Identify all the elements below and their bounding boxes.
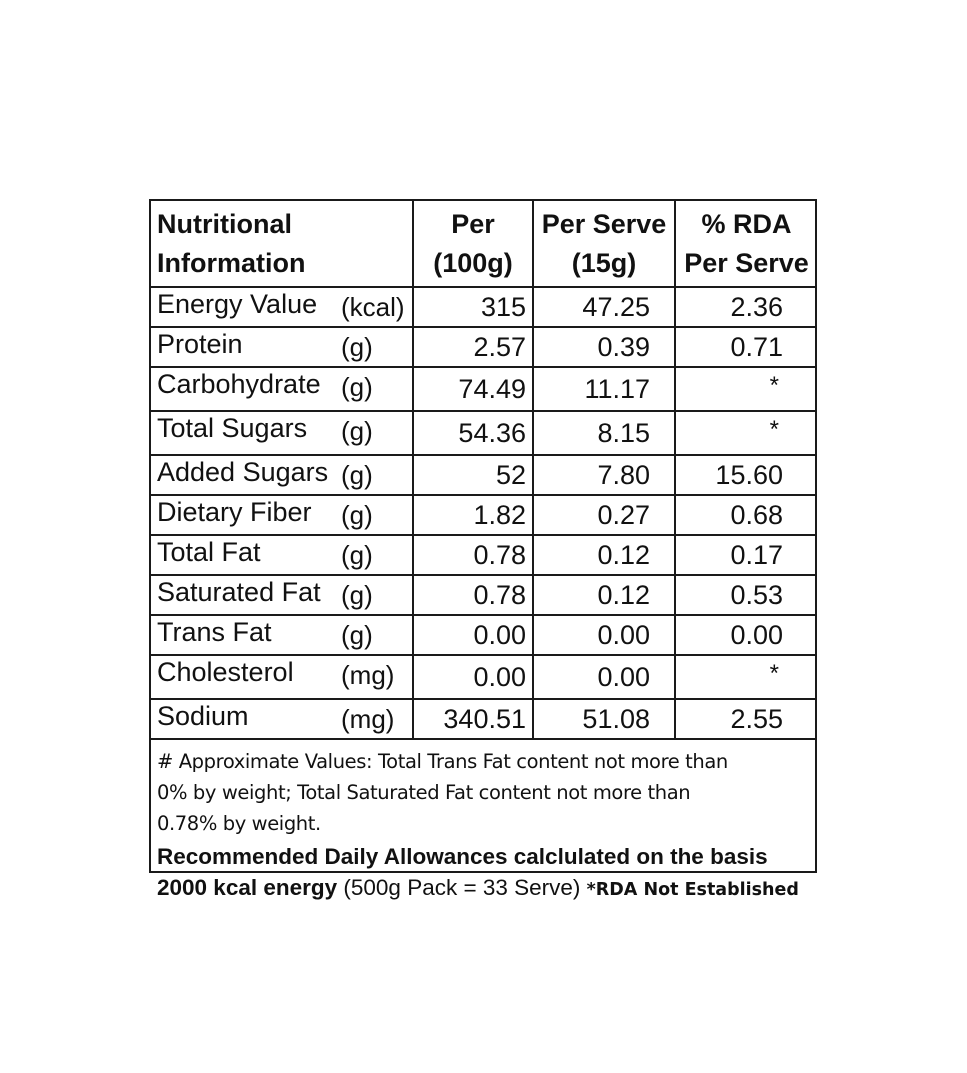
nutrient-unit: (g) xyxy=(341,416,373,446)
table-row xyxy=(151,455,817,495)
approx-note-line3: 0.78% by weight. xyxy=(157,812,321,835)
value-per-100g: 0.00 xyxy=(413,655,533,699)
header-serve-line2: (15g) xyxy=(571,247,637,278)
value-per-serve: 0.12 xyxy=(533,575,675,615)
table-row xyxy=(151,327,817,367)
rda-basis-note xyxy=(157,841,815,906)
nutrient-unit: (g) xyxy=(341,460,373,490)
nutrient-name-cell xyxy=(151,655,413,699)
value-per-100g: 1.82 xyxy=(413,495,533,535)
header-serve-line1: Per Serve xyxy=(541,208,667,239)
nutrient-name-cell xyxy=(151,615,413,655)
header-name-line2: Information xyxy=(157,247,306,278)
value-per-serve: 51.08 xyxy=(533,699,675,739)
nutrient-name-cell xyxy=(151,411,413,455)
value-per-100g: 315 xyxy=(413,287,533,327)
header-per-100g xyxy=(413,201,533,287)
nutrient-unit: (mg) xyxy=(341,660,395,690)
nutrient-name-cell xyxy=(151,535,413,575)
nutrient-name: Total Sugars xyxy=(157,413,308,443)
value-per-serve: 11.17 xyxy=(533,367,675,411)
header-row xyxy=(151,201,817,287)
value-per-serve: 47.25 xyxy=(533,287,675,327)
value-per-serve: 7.80 xyxy=(533,455,675,495)
approx-note-line1: # Approximate Values: Total Trans Fat content not more than xyxy=(157,750,728,773)
table-row xyxy=(151,535,817,575)
value-rda: 2.36 xyxy=(675,287,817,327)
value-rda: 0.00 xyxy=(675,615,817,655)
value-per-100g: 54.36 xyxy=(413,411,533,455)
header-rda-line1: % RDA xyxy=(701,208,792,239)
footnotes xyxy=(151,740,815,906)
table-row xyxy=(151,287,817,327)
nutrient-name-cell xyxy=(151,699,413,739)
nutrient-name: Protein xyxy=(157,329,243,359)
nutrient-name-cell xyxy=(151,327,413,367)
nutrient-name-cell xyxy=(151,495,413,535)
value-rda: 0.68 xyxy=(675,495,817,535)
nutrient-name: Trans Fat xyxy=(157,617,272,647)
table-row xyxy=(151,655,817,699)
rda-not-established: *RDA Not Established xyxy=(586,880,799,900)
value-per-serve: 8.15 xyxy=(533,411,675,455)
nutrient-name: Total Fat xyxy=(157,537,261,567)
nutrient-name: Carbohydrate xyxy=(157,369,321,399)
nutrient-name: Added Sugars xyxy=(157,457,329,487)
value-rda: * xyxy=(675,367,817,411)
nutrient-name: Sodium xyxy=(157,701,249,731)
header-rda-per-serve xyxy=(675,201,817,287)
nutrient-unit: (g) xyxy=(341,620,373,650)
value-per-100g: 2.57 xyxy=(413,327,533,367)
table-row xyxy=(151,495,817,535)
nutrient-name: Energy Value xyxy=(157,289,318,319)
header-per-serve xyxy=(533,201,675,287)
value-rda: 0.53 xyxy=(675,575,817,615)
nutrient-unit: (kcal) xyxy=(341,292,405,322)
value-per-100g: 0.00 xyxy=(413,615,533,655)
table-row xyxy=(151,615,817,655)
nutrition-table xyxy=(151,201,817,740)
value-per-serve: 0.12 xyxy=(533,535,675,575)
value-rda: 0.71 xyxy=(675,327,817,367)
rda-note-line1: Recommended Daily Allowances calclulated on the basis xyxy=(157,844,768,869)
header-per100-line1: Per xyxy=(451,208,495,239)
table-row xyxy=(151,367,817,411)
nutrient-name-cell xyxy=(151,287,413,327)
value-rda: 0.17 xyxy=(675,535,817,575)
table-row xyxy=(151,575,817,615)
nutrient-unit: (g) xyxy=(341,540,373,570)
value-per-serve: 0.39 xyxy=(533,327,675,367)
value-per-100g: 74.49 xyxy=(413,367,533,411)
value-per-100g: 52 xyxy=(413,455,533,495)
approx-note-line2: 0% by weight; Total Saturated Fat content not more than xyxy=(157,781,691,804)
nutrient-name: Cholesterol xyxy=(157,657,294,687)
header-per100-line2: (100g) xyxy=(433,247,513,278)
rda-note-pack: (500g Pack = 33 Serve) xyxy=(337,875,587,900)
value-per-100g: 0.78 xyxy=(413,535,533,575)
header-rda-line2: Per Serve xyxy=(684,247,809,278)
rda-note-energy: 2000 kcal energy xyxy=(157,875,338,900)
value-per-100g: 0.78 xyxy=(413,575,533,615)
value-per-serve: 0.00 xyxy=(533,615,675,655)
table-row xyxy=(151,411,817,455)
header-nutritional-information xyxy=(151,201,413,287)
value-per-serve: 0.27 xyxy=(533,495,675,535)
approximate-values-note xyxy=(157,746,815,839)
value-rda: 15.60 xyxy=(675,455,817,495)
nutrient-name: Saturated Fat xyxy=(157,577,321,607)
nutrient-name: Dietary Fiber xyxy=(157,497,312,527)
nutrition-label xyxy=(149,199,817,900)
nutrient-name-cell xyxy=(151,575,413,615)
nutrient-unit: (g) xyxy=(341,332,373,362)
value-per-serve: 0.00 xyxy=(533,655,675,699)
value-rda: * xyxy=(675,655,817,699)
header-name-line1: Nutritional xyxy=(157,208,292,239)
nutrient-name-cell xyxy=(151,367,413,411)
nutrient-unit: (g) xyxy=(341,580,373,610)
value-per-100g: 340.51 xyxy=(413,699,533,739)
table-row xyxy=(151,699,817,739)
nutrient-unit: (g) xyxy=(341,372,373,402)
value-rda: * xyxy=(675,411,817,455)
nutrient-unit: (mg) xyxy=(341,704,395,734)
nutrient-unit: (g) xyxy=(341,500,373,530)
nutrient-name-cell xyxy=(151,455,413,495)
value-rda: 2.55 xyxy=(675,699,817,739)
